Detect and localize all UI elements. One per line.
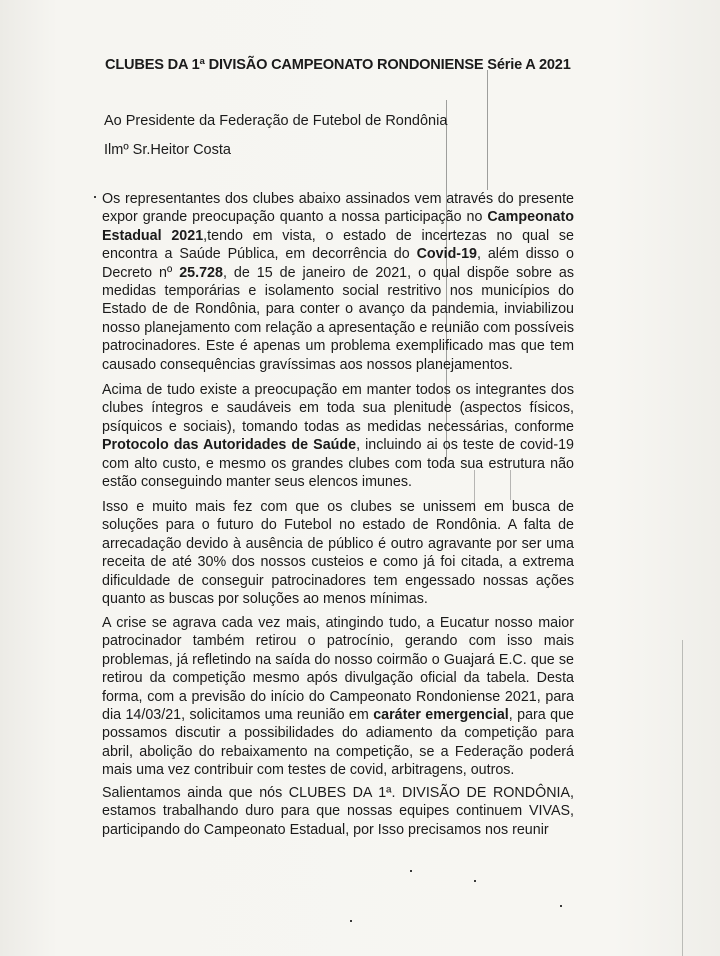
scan-line	[487, 70, 488, 190]
emphasis: Protocolo das Autoridades de Saúde	[102, 437, 357, 454]
addressee: Ao Presidente da Federação de Futebol de Rondônia	[104, 113, 448, 129]
paragraph-1: Os representantes dos clubes abaixo assinados vem através do presente expor grande preocupação quanto a nossa participação no Campeonato Estadual 2021,tendo em vista, o estado de incertezas no qual se encontra a Saúde Pública, em decorrência do Covid-19, além disso o Decreto nº 25.728, de 15 de janeiro de 2021, o qual dispõe sobre as medidas temporárias e isolamento social restritivo nos municípios do Estado de de Rondônia, para conter o avanço da pandemia, inviabilizou nosso planejamento com relação a apresentação e reunião com possíveis patrocinadores. Este é apenas um problema exemplificado mas que tem causado consequências gravíssimas aos nossos planejamentos.	[102, 191, 575, 373]
scan-speck	[94, 196, 96, 198]
emphasis: caráter emergencial	[373, 707, 509, 724]
paragraph-3: Isso e muito mais fez com que os clubes se unissem em busca de soluções para o futuro do Futebol no estado de Rondônia. A falta de arrecadação devido à ausência de público é outro agravante por ser uma receita de até 30% dos nossos custeios e como já foi citada, a extrema dificuldade de conseguir patrocinadores tem engessado nossas ações quanto as buscas por soluções ao menos mínimas.	[102, 499, 574, 608]
scan-speck	[350, 920, 352, 922]
document-title: CLUBES DA 1ª DIVISÃO CAMPEONATO RONDONIENSE Série A 2021	[105, 57, 571, 73]
paragraph-5: Salientamos ainda que nós CLUBES DA 1ª. DIVISÃO DE RONDÔNIA, estamos trabalhando duro para que nossas equipes continuem VIVAS, participando do Campeonato Estadual, por Isso precisamos nos reunir	[102, 785, 574, 838]
scan-speck	[560, 905, 562, 907]
emphasis: 25.728	[179, 264, 223, 281]
scan-speck	[410, 870, 412, 872]
emphasis: Covid-19	[416, 246, 477, 263]
emphasis: Campeonato Estadual 2021	[102, 209, 574, 244]
scan-speck	[474, 880, 476, 882]
paragraph-4: A crise se agrava cada vez mais, atingindo tudo, a Eucatur nosso maior patrocinador também retirou o patrocínio, gerando com isso mais problemas, já refletindo na saída do nosso coirmão o Guajará E.C. que se retirou da competição mesmo após divulgação oficial da tabela. Desta forma, com a previsão do início do Campeonato Rondoniense 2021, para dia 14/03/21, solicitamos uma reunião em caráter emergencial, para que possamos discutir a possibilidades do adiamento da competição para abril, abolição do rebaixamento na competição, se a Federação poderá mais uma vez contribuir com testes de covid, arbitragens, outros.	[102, 615, 574, 779]
salutation: Ilmº Sr.Heitor Costa	[104, 142, 231, 158]
scan-line	[682, 640, 683, 956]
paragraph-2: Acima de tudo existe a preocupação em manter todos os integrantes dos clubes íntegros e saudáveis em toda sua plenitude (aspectos físicos, psíquicos e sociais), tomando todas as medidas necessárias, conforme Protocolo das Autoridades de Saúde, incluindo ai os teste de covid-19 com alto custo, e mesmo os grandes clubes com toda sua estrutura não estão conseguindo manter seus elencos imunes.	[102, 382, 574, 491]
